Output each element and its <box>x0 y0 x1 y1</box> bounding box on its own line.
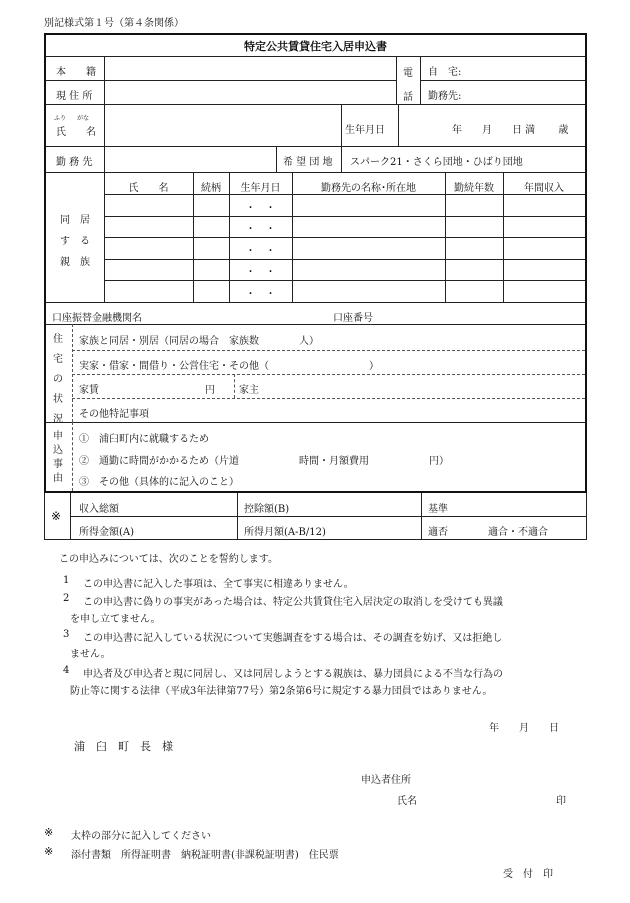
rent-unit: 円 <box>205 385 215 396</box>
tel-work-label: 勤務先: <box>428 91 462 102</box>
seal-mark: 印 <box>556 796 566 807</box>
rent-label: 家賃 <box>79 385 99 396</box>
family-col-relation: 続柄 <box>201 183 221 194</box>
reason-item-1: ① 浦臼町内に就職するため <box>79 434 209 445</box>
workplace-label: 勤 務 先 <box>56 157 93 168</box>
tel-label-2: 話 <box>403 92 413 103</box>
standard-label: 基準 <box>428 504 448 515</box>
application-form-frame <box>44 33 587 493</box>
tel-label-1: 電 <box>403 68 413 79</box>
housing-side-label: 住 宅 の 状 況 <box>53 334 63 425</box>
landlord-label: 家主 <box>239 385 259 396</box>
pledge-item-4: 申込者及び申込者と現に同居し、又は同居しようとする親族は、暴力団員による不当な行為の <box>83 669 503 680</box>
furigana-shi: ふり <box>54 115 67 122</box>
total-income-label: 収入総額 <box>79 504 119 515</box>
bank-label: 口座振替金融機関名 <box>52 313 142 324</box>
family-side-label: 同 居 す る 親 族 <box>60 215 90 268</box>
pledge-num-1: 1 <box>63 575 70 586</box>
note-mark-2: ※ <box>44 845 54 858</box>
housing-row-cohabit: 家族と同居・別居（同居の場合 家族数 人） <box>79 336 319 347</box>
birth-value: 年 月 日 満 歳 <box>452 125 569 136</box>
table-row: ・ ・ <box>245 267 276 278</box>
housing-row-type: 実家・借家・間借り・公営住宅・その他（ ） <box>79 361 379 372</box>
date-line: 年 月 日 <box>489 723 559 734</box>
pledge-item-2-cont: を申し立てません。 <box>70 614 161 625</box>
table-row: ・ ・ <box>245 203 276 214</box>
deduction-label: 控除額(B) <box>244 504 290 515</box>
office-mark: ※ <box>51 509 62 523</box>
applicant-name-label: 氏名 <box>397 796 417 807</box>
reception-stamp-label: 受 付 印 <box>503 869 553 880</box>
income-a-label: 所得金額(A) <box>79 527 135 538</box>
note-mark-1: ※ <box>44 826 54 839</box>
eligibility-label: 適否 <box>428 527 448 538</box>
honseki-label: 本 籍 <box>56 67 96 78</box>
family-col-name: 氏 名 <box>128 183 169 194</box>
account-number-label: 口座番号 <box>333 313 373 324</box>
pledge-item-1: この申込書に記入した事項は、全て事実に相違ありません。 <box>83 579 354 590</box>
reason-item-3: ③ その他（具体的に記入のこと） <box>79 477 239 488</box>
table-row: ・ ・ <box>245 289 276 300</box>
reason-side-label: 申 込 事 由 <box>53 431 63 484</box>
eligibility-value: 適合・不適合 <box>488 527 548 538</box>
pledge-num-3: 3 <box>63 629 70 640</box>
table-row: ・ ・ <box>245 224 276 235</box>
pledge-intro: この申込みについては、次のことを誓約します。 <box>59 554 278 565</box>
birth-label: 生年月日 <box>345 125 385 136</box>
pledge-item-3-cont: ません。 <box>70 649 111 660</box>
note-1: 太枠の部分に記入してください <box>71 831 211 842</box>
family-col-income: 年間収入 <box>524 183 564 194</box>
tel-home-label: 自 宅: <box>428 67 462 78</box>
furigana-mei: がな <box>77 115 90 122</box>
genjusho-label: 現 住 所 <box>56 91 93 102</box>
desired-complex-label: 希 望 団 地 <box>283 157 333 168</box>
form-title: 特定公共賃貸住宅入居申込書 <box>244 40 387 53</box>
pledge-item-3: この申込書に記入している状況について実態調査をする場合は、その調査を妨げ、又は拒絶し <box>83 633 503 644</box>
family-col-birth: 生年月日 <box>240 183 281 194</box>
other-notes-label: その他特記事項 <box>79 409 149 420</box>
note-2: 添付書類 所得証明書 納税証明書(非課税証明書) 住民票 <box>71 850 339 861</box>
pledge-num-2: 2 <box>63 593 70 604</box>
applicant-address-label: 申込者住所 <box>361 775 411 786</box>
family-col-years: 勤続年数 <box>454 183 494 194</box>
pledge-num-4: 4 <box>63 665 70 676</box>
pledge-item-4-cont: 防止等に関する法律（平成3年法律第77号）第2条第6号に規定する暴力団員ではありません。 <box>70 686 493 697</box>
pledge-item-2: この申込書に偽りの事実があった場合は、特定公共賃貸住宅入居決定の取消しを受けても異議 <box>83 597 503 608</box>
addressee: 浦 臼 町 長 様 <box>74 740 173 753</box>
name-label: 氏 名 <box>56 127 96 138</box>
form-number: 別記様式第１号（第４条関係） <box>44 18 184 29</box>
family-col-workplace: 勤務先の名称･所在地 <box>321 183 416 194</box>
monthly-income-label: 所得月額(A-B/12) <box>244 527 326 538</box>
desired-complex-options: スパーク21・さくら団地・ひばり団地 <box>350 157 523 168</box>
table-row: ・ ・ <box>245 246 276 257</box>
reason-item-2: ② 通勤に時間がかかるため（片道 時間・月額費用 円） <box>79 456 449 467</box>
